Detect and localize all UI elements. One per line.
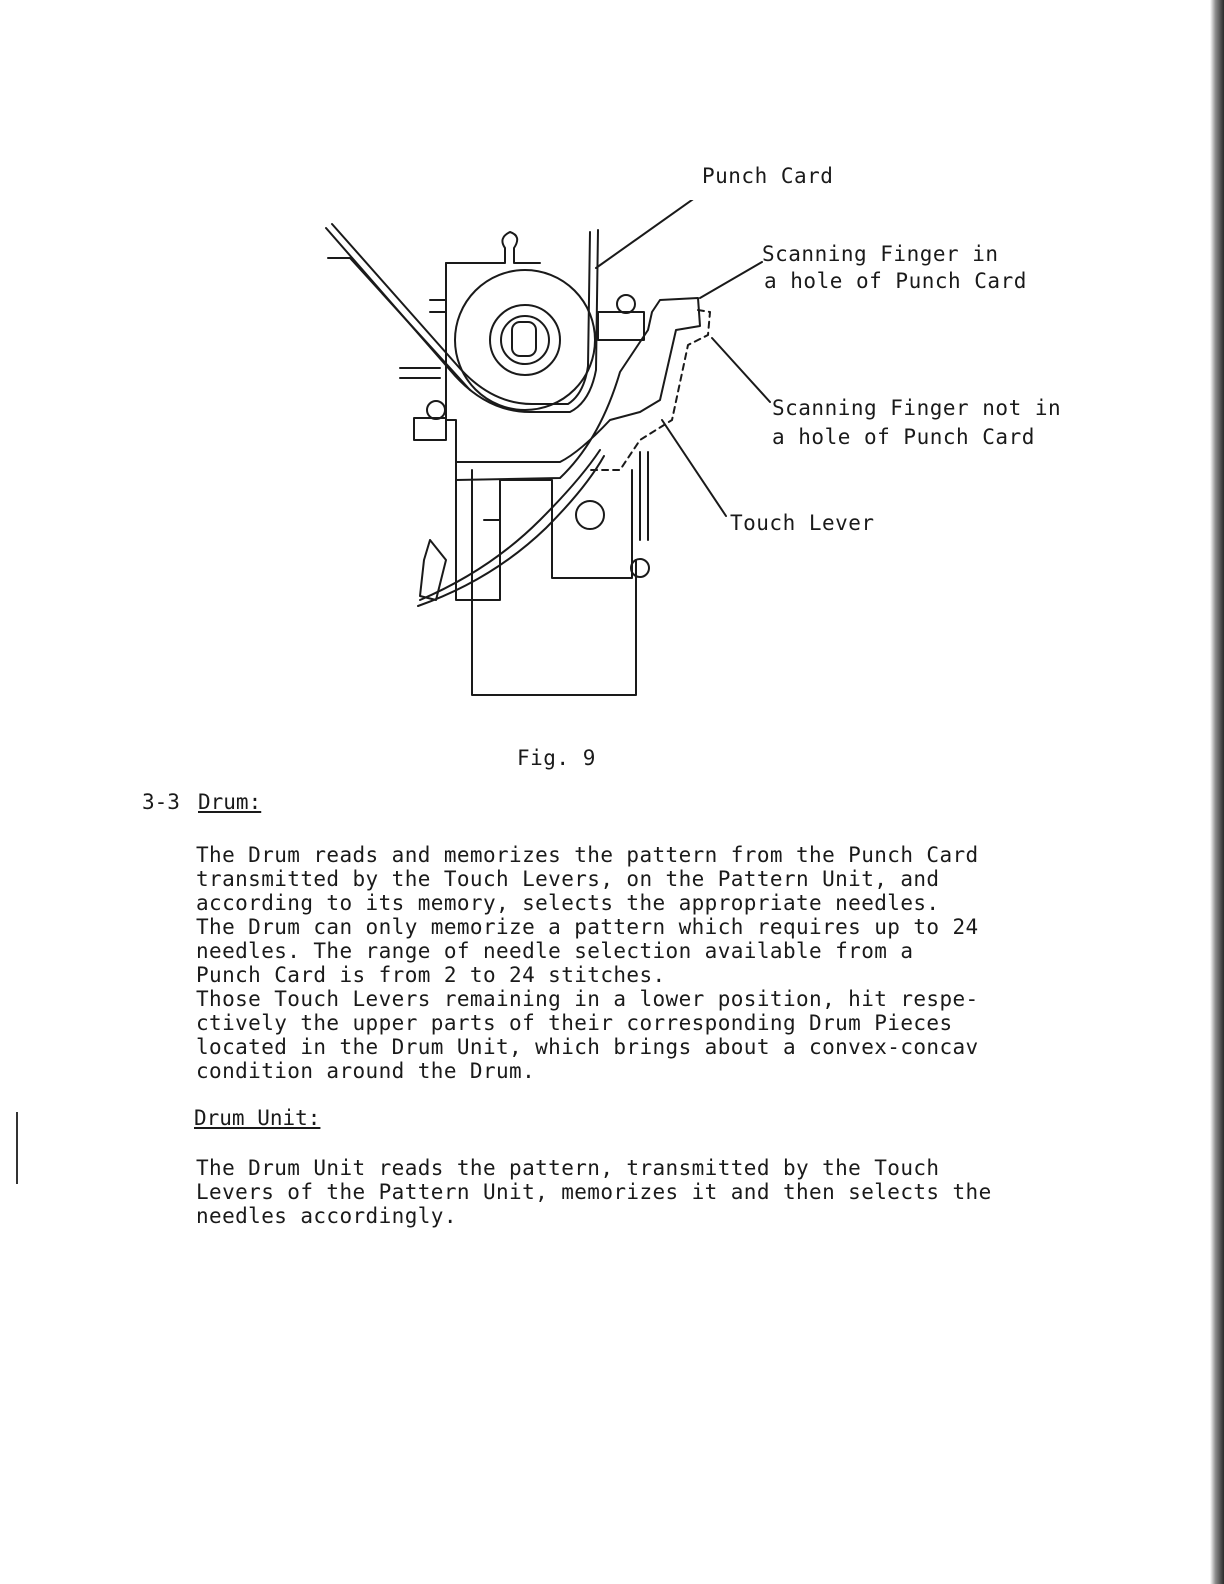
drum-line-7: Those Touch Levers remaining in a lower position, hit respe- — [196, 987, 979, 1011]
leader-punch-card — [596, 200, 706, 268]
pattern-unit-diagram — [300, 200, 800, 700]
label-touch-lever: Touch Lever — [730, 511, 875, 535]
drum-unit-line-3: needles accordingly. — [196, 1204, 457, 1228]
figure-caption: Fig. 9 — [517, 746, 596, 770]
margin-mark — [16, 1112, 18, 1184]
drum-line-2: transmitted by the Touch Levers, on the Pattern Unit, and — [196, 867, 940, 891]
label-finger-not-line2: a hole of Punch Card — [772, 425, 1035, 449]
drum-line-5: needles. The range of needle selection available from a — [196, 939, 914, 963]
leader-finger-in — [700, 262, 762, 298]
top-bracket — [446, 232, 540, 263]
drum — [455, 270, 595, 410]
base-column — [472, 470, 636, 695]
subsection-title: Drum Unit: — [194, 1106, 321, 1130]
label-punch-card: Punch Card — [702, 164, 834, 188]
label-finger-in-line2: a hole of Punch Card — [764, 269, 1027, 293]
section-title: Drum: — [198, 790, 262, 814]
label-finger-not-line1: Scanning Finger not in — [772, 396, 1062, 420]
scan-edge-shadow — [1210, 0, 1224, 1584]
drum-line-1: The Drum reads and memorizes the pattern from the Punch Card — [196, 843, 979, 867]
drum-slot — [512, 322, 536, 356]
drum-unit-line-1: The Drum Unit reads the pattern, transmitted by the Touch — [196, 1156, 940, 1180]
punch-card-path — [326, 228, 598, 412]
main-frame — [446, 263, 632, 600]
section-number: 3-3 — [142, 790, 180, 814]
drum-line-9: located in the Drum Unit, which brings about a convex-concav — [196, 1035, 979, 1059]
drum-line-8: ctively the upper parts of their corresponding Drum Pieces — [196, 1011, 953, 1035]
label-finger-in-line1: Scanning Finger in — [762, 242, 999, 266]
leader-touch-lever — [662, 420, 726, 516]
drum-unit-line-2: Levers of the Pattern Unit, memorizes it and then selects the — [196, 1180, 992, 1204]
drum-line-4: The Drum can only memorize a pattern which requires up to 24 — [196, 915, 979, 939]
lever-dashed-position — [590, 310, 710, 470]
leader-finger-not — [712, 338, 770, 402]
lower-pin — [576, 501, 604, 529]
drum-line-10: condition around the Drum. — [196, 1059, 536, 1083]
drum-line-3: according to its memory, selects the appropriate needles. — [196, 891, 940, 915]
drum-line-6: Punch Card is from 2 to 24 stitches. — [196, 963, 666, 987]
